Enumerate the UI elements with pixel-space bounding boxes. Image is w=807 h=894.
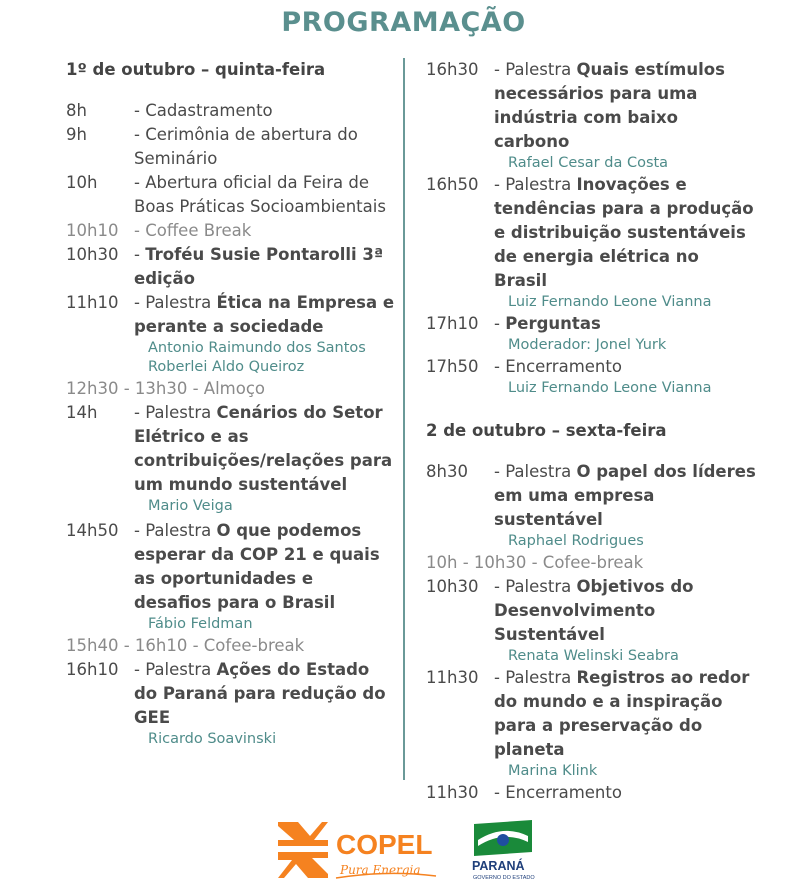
speaker: Luiz Fernando Leone Vianna [508,380,712,396]
item-title: Cadastramento [145,101,273,120]
item-time: 10h10 [66,221,119,240]
copel-logo [276,816,446,888]
item-prefix: Palestra [505,175,577,194]
item-title: O que podemos esperar da COP 21 e quais as oportunidades e desafios para o Brasil [134,521,380,612]
schedule-break [66,219,396,243]
item-time: 8h30 [426,462,468,481]
item-dash: - [134,221,146,240]
item-title: Abertura oficial da Feira de Boas Práticas Socioambientais [134,173,386,216]
item-dash: - [134,521,146,540]
item-title: Inovações e tendências para a produção e distribuição sustentáveis de energia elétrica no Brasil [494,175,754,290]
column-divider [403,58,405,780]
item-title: Cerimônia de abertura do Seminário [134,125,358,168]
speaker: Antonio Raimundo dos Santos [148,340,366,356]
item-title: Ética na Empresa e perante a sociedade [134,293,395,336]
item-title: Coffee Break [145,221,252,240]
item-time: 14h [66,403,98,422]
item-time: 16h30 [426,60,479,79]
item-dash: - [494,462,506,481]
item-time: 9h [66,125,87,144]
day2-column [426,58,756,805]
schedule-item [66,171,396,219]
item-title: O papel dos líderes em uma empresa sustentável [494,462,756,529]
schedule-item [66,99,396,123]
schedule-item [426,781,756,805]
speaker: Renata Welinski Seabra [508,648,679,664]
item-time: 14h50 [66,521,119,540]
item-time: 10h30 [426,577,479,596]
item-time: 16h50 [426,175,479,194]
day-heading: 1º de outubro – quinta-feira [66,60,326,79]
item-title: - Almoço [187,379,265,398]
schedule-item [426,666,756,762]
item-dash: - [134,173,146,192]
parana-sub: GOVERNO DO ESTADO [473,875,535,881]
parana-logo [470,818,540,888]
item-title: Troféu Susie Pontarolli 3ª edição [134,245,384,288]
speaker: Ricardo Soavinski [148,731,277,747]
day-heading: 2 de outubro – sexta-feira [426,421,667,440]
item-dash: - [134,293,146,312]
schedule-item [426,312,756,336]
schedule-break [426,551,756,575]
speaker: Rafael Cesar da Costa [508,155,669,171]
item-prefix: Palestra [505,60,577,79]
schedule-item [426,460,756,532]
item-dash: - [494,175,506,194]
schedule-item [426,575,756,647]
copel-name: COPEL [336,829,433,860]
item-dash: - [134,403,146,422]
item-title: Registros ao redor do mundo e a inspiração para a preservação do planeta [494,668,750,759]
item-title: - Cofee-break [526,553,644,572]
schedule-item [66,243,396,291]
item-dash: - [134,660,146,679]
item-prefix: Palestra [145,521,217,540]
item-time: 10h - 10h30 [426,553,527,572]
item-dash: - [494,668,506,687]
item-title: - Cofee-break [187,636,305,655]
schedule-item [66,519,396,615]
item-prefix: Palestra [505,577,577,596]
item-prefix: Palestra [145,403,217,422]
item-title: Objetivos do Desenvolvimento Sustentável [494,577,694,644]
item-time: 16h10 [66,660,119,679]
item-title: Encerramento [505,357,622,376]
item-time: 11h30 [426,668,479,687]
schedule-item [426,173,756,293]
schedule-item [426,58,756,154]
speaker: Fábio Feldman [148,616,253,632]
item-time: 10h [66,173,98,192]
item-time: 11h10 [66,293,119,312]
item-dash: - [134,245,146,264]
schedule-item [66,658,396,730]
speaker: Raphael Rodrigues [508,533,644,549]
item-time: 10h30 [66,245,119,264]
speaker: Marina Klink [508,763,598,779]
day1-column [66,58,396,749]
item-title: Perguntas [505,314,601,333]
speaker: Moderador: Jonel Yurk [508,337,667,353]
item-title: Encerramento [505,783,622,802]
item-dash: - [134,125,146,144]
schedule-break [66,377,396,401]
copel-mark-icon [276,816,446,884]
schedule-item [66,291,396,339]
item-dash: - [494,357,506,376]
item-title: Ações do Estado do Paraná para redução do GEE [134,660,386,727]
parana-name: PARANÁ [472,859,525,873]
item-dash: - [494,577,506,596]
item-prefix: Palestra [145,660,217,679]
speaker: Roberlei Aldo Queiroz [148,359,305,375]
item-prefix: Palestra [505,462,577,481]
item-dash: - [134,101,146,120]
item-title: Quais estímulos necessários para uma indústria com baixo carbono [494,60,725,151]
schedule-break [66,634,396,658]
item-time: 15h40 - 16h10 [66,636,188,655]
item-time: 17h50 [426,357,479,376]
schedule-item [66,401,396,497]
speaker: Mario Veiga [148,498,233,514]
footer-logos [0,810,807,894]
parana-flag-icon [470,818,540,884]
item-dash: - [494,60,506,79]
copel-tagline: Pura Energia [340,863,421,877]
item-time: 11h30 [426,783,479,802]
schedule-item [426,355,756,379]
item-time: 12h30 - 13h30 [66,379,188,398]
item-dash: - [494,314,506,333]
speaker: Luiz Fernando Leone Vianna [508,294,712,310]
schedule-item [66,123,396,171]
item-dash: - [494,783,506,802]
page-title: PROGRAMAÇÃO [281,7,526,38]
item-title: Cenários do Setor Elétrico e as contribuições/relações para um mundo sustentável [134,403,393,494]
item-prefix: Palestra [145,293,217,312]
item-prefix: Palestra [505,668,577,687]
item-time: 17h10 [426,314,479,333]
item-time: 8h [66,101,87,120]
